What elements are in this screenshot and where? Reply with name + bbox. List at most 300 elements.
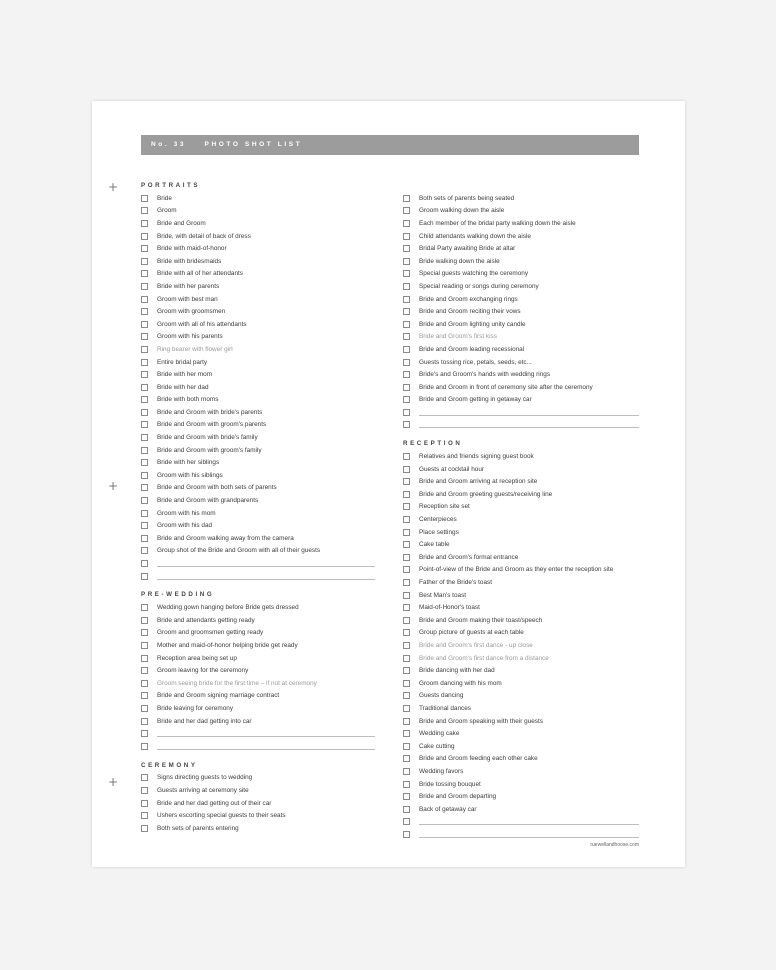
checklist-item-label: Place settings (419, 528, 459, 536)
checklist-item-label: Bride and Groom with both sets of parents (157, 484, 277, 492)
checkbox[interactable] (403, 421, 410, 428)
checklist-item (141, 784, 391, 797)
checkbox[interactable] (403, 818, 410, 825)
checkbox[interactable] (141, 484, 148, 491)
checkbox[interactable] (141, 655, 148, 662)
checklist-item-label: Groom dancing with his mom (419, 679, 502, 687)
checkbox[interactable] (403, 806, 410, 813)
checklist-item (403, 740, 663, 753)
checklist-item (403, 727, 663, 740)
checkbox[interactable] (141, 800, 148, 807)
checkbox[interactable] (403, 705, 410, 712)
checkbox[interactable] (403, 667, 410, 674)
checklist-item (141, 809, 391, 822)
checkbox[interactable] (141, 617, 148, 624)
checkbox[interactable] (403, 296, 410, 303)
checklist-item (141, 482, 391, 495)
checkbox[interactable] (403, 642, 410, 649)
checkbox[interactable] (141, 421, 148, 428)
checkbox[interactable] (403, 755, 410, 762)
checkbox[interactable] (141, 705, 148, 712)
checkbox[interactable] (403, 258, 410, 265)
checklist-item-label: Wedding favors (419, 767, 464, 775)
checklist-item (403, 576, 663, 589)
checkbox[interactable] (141, 560, 148, 567)
checklist-item (403, 664, 663, 677)
checklist-item (141, 469, 391, 482)
checklist-item-label: Reception site set (419, 503, 470, 511)
checklist-item (141, 494, 391, 507)
checklist-item-label: Group picture of guests at each table (419, 629, 524, 637)
checklist-item-label: Bride walking down the aisle (419, 257, 500, 265)
checklist-item-label: Reception area being set up (157, 654, 237, 662)
checklist-item-label: Special guests watching the ceremony (419, 270, 529, 278)
checklist-item-label: Bride and Groom getting in getaway car (419, 396, 532, 404)
checklist-item-label: Bride tossing bouquet (419, 780, 481, 788)
checkbox[interactable] (141, 195, 148, 202)
checkbox[interactable] (403, 718, 410, 725)
checkbox[interactable] (141, 296, 148, 303)
checklist-item (403, 753, 663, 766)
checkbox[interactable] (403, 629, 410, 636)
checklist-item-label: Bride's and Groom's hands with wedding rings (419, 371, 551, 379)
checklist-item-label: Groom with groomsmen (157, 308, 226, 316)
checklist-item-label: Bride and Groom's first dance from a distance (419, 654, 549, 662)
checkbox[interactable] (403, 333, 410, 340)
checklist-item-label: Guests at cocktail hour (419, 465, 485, 473)
checklist-item (141, 627, 391, 640)
checklist-item (403, 331, 663, 344)
checklist-item-label: Bride and Groom lighting unity candle (419, 320, 526, 328)
checklist-item (403, 765, 663, 778)
checklist-item-label: Bride with her parents (157, 282, 220, 290)
checklist-item-label: Bride and her dad getting out of their car (157, 799, 272, 807)
checklist-item-label: Bride and Groom exchanging rings (419, 295, 518, 303)
checklist-item-label: Bride and attendants getting ready (157, 616, 255, 624)
checklist-item-label: Guests arriving at ceremony site (157, 786, 249, 794)
checklist-item-label: Bride and Groom greeting guests/receiving line (419, 490, 553, 498)
checklist-item (403, 463, 663, 476)
checklist-item-label: Groom (157, 207, 177, 215)
checklist-item (403, 715, 663, 728)
checklist-item (141, 356, 391, 369)
checkbox[interactable] (403, 245, 410, 252)
write-in-line[interactable] (419, 824, 639, 825)
checkbox[interactable] (403, 283, 410, 290)
checklist-item-label: Groom seeing bride for the first time – if not at ceremony (157, 679, 317, 687)
checklist-item (141, 419, 391, 432)
checklist-item (403, 205, 663, 218)
blank-checklist-item (141, 557, 391, 570)
blank-checklist-item (403, 816, 663, 829)
left-column (141, 180, 391, 835)
checklist-item-label: Bride with maid-of-honor (157, 245, 227, 253)
checkbox[interactable] (141, 220, 148, 227)
checklist-item-label: Mother and maid-of-honor helping bride get ready (157, 641, 298, 649)
checkbox[interactable] (141, 472, 148, 479)
checklist-item-label: Groom with his siblings (157, 471, 223, 479)
checkbox[interactable] (403, 592, 410, 599)
checkbox[interactable] (141, 396, 148, 403)
checklist-item-label: Bride with all of her attendants (157, 270, 243, 278)
checklist-item (403, 551, 663, 564)
checklist-item (141, 639, 391, 652)
checklist-item (403, 677, 663, 690)
checklist-item (403, 305, 663, 318)
checklist-item-label: Bride and Groom with bride's parents (157, 408, 263, 416)
checklist-item-label: Bride with bridesmaids (157, 257, 222, 265)
checklist-item-label: Relatives and friends signing guest book (419, 453, 534, 461)
checkbox[interactable] (141, 629, 148, 636)
checkbox[interactable] (141, 207, 148, 214)
checklist-item (141, 677, 391, 690)
checkbox[interactable] (403, 680, 410, 687)
checklist-item (141, 293, 391, 306)
right-column (403, 192, 663, 841)
checkbox[interactable] (141, 730, 148, 737)
checklist-item-label: Groom leaving for the ceremony (157, 667, 249, 675)
checkbox[interactable] (403, 491, 410, 498)
checklist-item (403, 526, 663, 539)
checklist-item (403, 450, 663, 463)
checkbox[interactable] (403, 396, 410, 403)
checkbox[interactable] (141, 522, 148, 529)
checklist-item (403, 280, 663, 293)
checklist-item (403, 614, 663, 627)
checklist-item-label: Both sets of parents entering (157, 824, 239, 832)
checklist-item (141, 368, 391, 381)
checklist-item-label: Bride and Groom departing (419, 793, 497, 801)
checklist-item-label: Ushers escorting special guests to their seats (157, 812, 286, 820)
checkbox[interactable] (403, 554, 410, 561)
checklist-item-label: Each member of the bridal party walking down the aisle (419, 219, 576, 227)
checklist-item-label: Point-of-view of the Bride and Groom as they enter the reception site (419, 566, 614, 574)
checkbox[interactable] (403, 466, 410, 473)
title-banner (141, 135, 639, 155)
checkbox[interactable] (141, 308, 148, 315)
checklist-item-label: Bridal Party awaiting Bride at altar (419, 245, 516, 253)
checklist-item-label: Groom with his mom (157, 509, 216, 517)
checklist-item (403, 318, 663, 331)
checklist-item (403, 690, 663, 703)
checklist-item (141, 394, 391, 407)
checkbox[interactable] (141, 774, 148, 781)
checklist-item-label: Special reading or songs during ceremony (419, 282, 539, 290)
checklist-item-label: Bride and Groom with bride's family (157, 434, 258, 442)
checklist-item-label: Bride, with detail of back of dress (157, 232, 251, 240)
checkbox[interactable] (403, 453, 410, 460)
checkbox[interactable] (141, 812, 148, 819)
checkbox[interactable] (141, 547, 148, 554)
checklist-item (403, 778, 663, 791)
checkbox[interactable] (403, 743, 410, 750)
checklist-item (403, 488, 663, 501)
checklist-item (141, 242, 391, 255)
crop-mark-plus-icon: + (108, 775, 119, 789)
section-heading: CEREMONY (141, 761, 198, 769)
checkbox[interactable] (141, 245, 148, 252)
checkbox[interactable] (141, 459, 148, 466)
checklist-item (141, 614, 391, 627)
checklist-item (141, 797, 391, 810)
checklist-item-label: Traditional dances (419, 704, 471, 712)
checklist-item-label: Bride and Groom walking away from the camera (157, 534, 294, 542)
checkbox[interactable] (141, 718, 148, 725)
checkbox[interactable] (403, 541, 410, 548)
checklist-item (141, 406, 391, 419)
checklist-item (403, 255, 663, 268)
checkbox[interactable] (403, 371, 410, 378)
checklist-item-label: Bride and Groom's formal entrance (419, 553, 519, 561)
checklist-item (403, 368, 663, 381)
checklist-item-label: Child attendants walking down the aisle (419, 232, 531, 240)
checkbox[interactable] (403, 270, 410, 277)
checklist-item (403, 242, 663, 255)
checklist-item-label: Bride and her dad getting into car (157, 717, 252, 725)
checklist-page (92, 101, 685, 867)
blank-checklist-item (141, 740, 391, 753)
checkbox[interactable] (403, 604, 410, 611)
checklist-item (141, 652, 391, 665)
checkbox[interactable] (403, 503, 410, 510)
checkbox[interactable] (403, 321, 410, 328)
checklist-item-label: Centerpieces (419, 516, 457, 524)
checklist-item-label: Bride and Groom in front of ceremony site after the ceremony (419, 383, 593, 391)
checklist-item (403, 513, 663, 526)
checkbox[interactable] (403, 566, 410, 573)
checklist-item (403, 394, 663, 407)
crop-mark-plus-icon: + (108, 180, 119, 194)
checklist-item (141, 456, 391, 469)
checklist-item-label: Bride and Groom reciting their vows (419, 308, 521, 316)
checklist-item-label: Guests dancing (419, 692, 464, 700)
checklist-item (403, 627, 663, 640)
checklist-item (141, 822, 391, 835)
checklist-item (403, 601, 663, 614)
checklist-item-label: Groom with best man (157, 295, 218, 303)
checklist-item (141, 331, 391, 344)
checkbox[interactable] (141, 497, 148, 504)
checklist-item (403, 639, 663, 652)
checklist-item (403, 803, 663, 816)
checkbox[interactable] (141, 535, 148, 542)
checkbox[interactable] (403, 346, 410, 353)
write-in-line[interactable] (419, 415, 639, 416)
checklist-item-label: Ring bearer with flower girl (157, 345, 233, 353)
checklist-item (141, 690, 391, 703)
checklist-item (403, 538, 663, 551)
checkbox[interactable] (403, 384, 410, 391)
checklist-item (141, 664, 391, 677)
checkbox[interactable] (141, 787, 148, 794)
write-in-line[interactable] (157, 566, 375, 567)
checklist-item-label: Bride leaving for ceremony (157, 704, 234, 712)
checklist-item-label: Maid-of-Honor's toast (419, 604, 480, 612)
checklist-item (141, 381, 391, 394)
checkbox[interactable] (403, 516, 410, 523)
checklist-item (403, 217, 663, 230)
checkbox[interactable] (403, 308, 410, 315)
checkbox[interactable] (141, 434, 148, 441)
section-heading: RECEPTION (403, 440, 463, 448)
checklist-item (403, 589, 663, 602)
blank-checklist-item (141, 727, 391, 740)
checklist-item (141, 192, 391, 205)
checkbox[interactable] (403, 768, 410, 775)
checkbox[interactable] (403, 579, 410, 586)
checkbox[interactable] (403, 207, 410, 214)
checkbox[interactable] (141, 283, 148, 290)
checklist-item-label: Bride and Groom with groom's family (157, 446, 262, 454)
checkbox[interactable] (141, 333, 148, 340)
checklist-item-label: Best Man's toast (419, 591, 467, 599)
checkbox[interactable] (403, 692, 410, 699)
checklist-item (403, 343, 663, 356)
checkbox[interactable] (141, 825, 148, 832)
checklist-item (141, 519, 391, 532)
blank-checklist-item (403, 419, 663, 432)
page-title: PHOTO SHOT LIST (204, 141, 303, 148)
checklist-item-label: Groom with his parents (157, 333, 223, 341)
blank-checklist-item (403, 406, 663, 419)
checklist-item (403, 230, 663, 243)
checklist-item (141, 255, 391, 268)
checkbox[interactable] (141, 510, 148, 517)
checkbox[interactable] (403, 359, 410, 366)
checklist-item-label: Wedding cake (419, 730, 460, 738)
checklist-item-label: Wedding gown hanging before Bride gets dressed (157, 604, 299, 612)
write-in-line[interactable] (419, 427, 639, 428)
checkbox[interactable] (403, 529, 410, 536)
checkbox[interactable] (403, 730, 410, 737)
checkbox[interactable] (141, 604, 148, 611)
checkbox[interactable] (403, 831, 410, 838)
checkbox[interactable] (141, 573, 148, 580)
checklist-item-label: Bride and Groom's first dance - up close (419, 641, 533, 649)
checklist-item (141, 545, 391, 558)
checklist-item (141, 444, 391, 457)
write-in-line[interactable] (419, 837, 639, 838)
checklist-item (403, 356, 663, 369)
checkbox[interactable] (403, 781, 410, 788)
checkbox[interactable] (141, 667, 148, 674)
checklist-item-label: Bride and Groom speaking with their guests (419, 717, 543, 725)
checkbox[interactable] (141, 258, 148, 265)
checklist-item-label: Bride dancing with her dad (419, 667, 495, 675)
checklist-item-label: Bride and Groom with groom's parents (157, 421, 267, 429)
write-in-line[interactable] (157, 736, 375, 737)
checklist-item-label: Bride with both moms (157, 396, 219, 404)
checklist-item (141, 230, 391, 243)
checkbox[interactable] (141, 692, 148, 699)
blank-checklist-item (141, 570, 391, 583)
checkbox[interactable] (403, 409, 410, 416)
checkbox[interactable] (141, 447, 148, 454)
checklist-item (141, 431, 391, 444)
checkbox[interactable] (141, 359, 148, 366)
checklist-item (141, 205, 391, 218)
checklist-item-label: Back of getaway car (419, 805, 477, 813)
checkbox[interactable] (141, 642, 148, 649)
checklist-item (403, 501, 663, 514)
checkbox[interactable] (141, 233, 148, 240)
write-in-line[interactable] (157, 749, 375, 750)
checkbox[interactable] (141, 371, 148, 378)
checkbox[interactable] (403, 220, 410, 227)
checklist-item-label: Groom and groomsmen getting ready (157, 629, 264, 637)
checkbox[interactable] (403, 478, 410, 485)
checkbox[interactable] (141, 384, 148, 391)
checklist-item (141, 507, 391, 520)
checklist-item (141, 772, 391, 785)
checklist-item (403, 475, 663, 488)
checklist-item (141, 217, 391, 230)
list-number: No. 33 (151, 141, 187, 148)
checkbox[interactable] (403, 617, 410, 624)
checklist-item-label: Bride with her dad (157, 383, 209, 391)
checklist-item-label: Cake cutting (419, 742, 455, 750)
checklist-item-label: Bride and Groom making their toast/speech (419, 616, 543, 624)
checklist-item-label: Bride and Groom with grandparents (157, 497, 259, 505)
crop-mark-plus-icon: + (108, 479, 119, 493)
checklist-item (403, 790, 663, 803)
checklist-item-label: Bride and Groom feeding each other cake (419, 755, 538, 763)
checkbox[interactable] (403, 233, 410, 240)
checkbox[interactable] (403, 655, 410, 662)
section-heading: PRE-WEDDING (141, 591, 215, 599)
checklist-item-label: Father of the Bride's toast (419, 579, 492, 587)
checklist-item-label: Signs directing guests to wedding (157, 774, 253, 782)
checklist-item-label: Both sets of parents being seated (419, 194, 515, 202)
checklist-item-label: Groom walking down the aisle (419, 207, 505, 215)
checklist-item-label: Bride and Groom signing marriage contract (157, 692, 280, 700)
checklist-item-label: Group shot of the Bride and Groom with all of their guests (157, 547, 321, 555)
checklist-item (141, 305, 391, 318)
checkbox[interactable] (403, 793, 410, 800)
checklist-item (141, 268, 391, 281)
checklist-item (141, 343, 391, 356)
checklist-item (141, 318, 391, 331)
checklist-item (141, 601, 391, 614)
checklist-item (403, 381, 663, 394)
blank-checklist-item (403, 828, 663, 841)
checklist-item-label: Cake table (419, 541, 450, 549)
checkbox[interactable] (141, 346, 148, 353)
checkbox[interactable] (141, 409, 148, 416)
checklist-item (141, 702, 391, 715)
checklist-item-label: Entire bridal party (157, 358, 208, 366)
checklist-item (141, 715, 391, 728)
checkbox[interactable] (141, 743, 148, 750)
checklist-item-label: Bride and Groom (157, 219, 206, 227)
checklist-item (403, 293, 663, 306)
checklist-item-label: Bride with her mom (157, 371, 213, 379)
checklist-item-label: Bride and Groom's first kiss (419, 333, 497, 341)
checkbox[interactable] (141, 270, 148, 277)
checklist-item (403, 702, 663, 715)
checkbox[interactable] (141, 321, 148, 328)
checkbox[interactable] (141, 680, 148, 687)
checklist-item (403, 192, 663, 205)
checklist-item-label: Bride and Groom leading recessional (419, 345, 525, 353)
checklist-item (403, 564, 663, 577)
checklist-item-label: Groom with his dad (157, 522, 213, 530)
checkbox[interactable] (403, 195, 410, 202)
section-heading: PORTRAITS (141, 182, 201, 189)
checklist-item-label: Bride and Groom arriving at reception site (419, 478, 538, 486)
write-in-line[interactable] (157, 579, 375, 580)
checklist-item-label: Bride with her siblings (157, 459, 220, 467)
